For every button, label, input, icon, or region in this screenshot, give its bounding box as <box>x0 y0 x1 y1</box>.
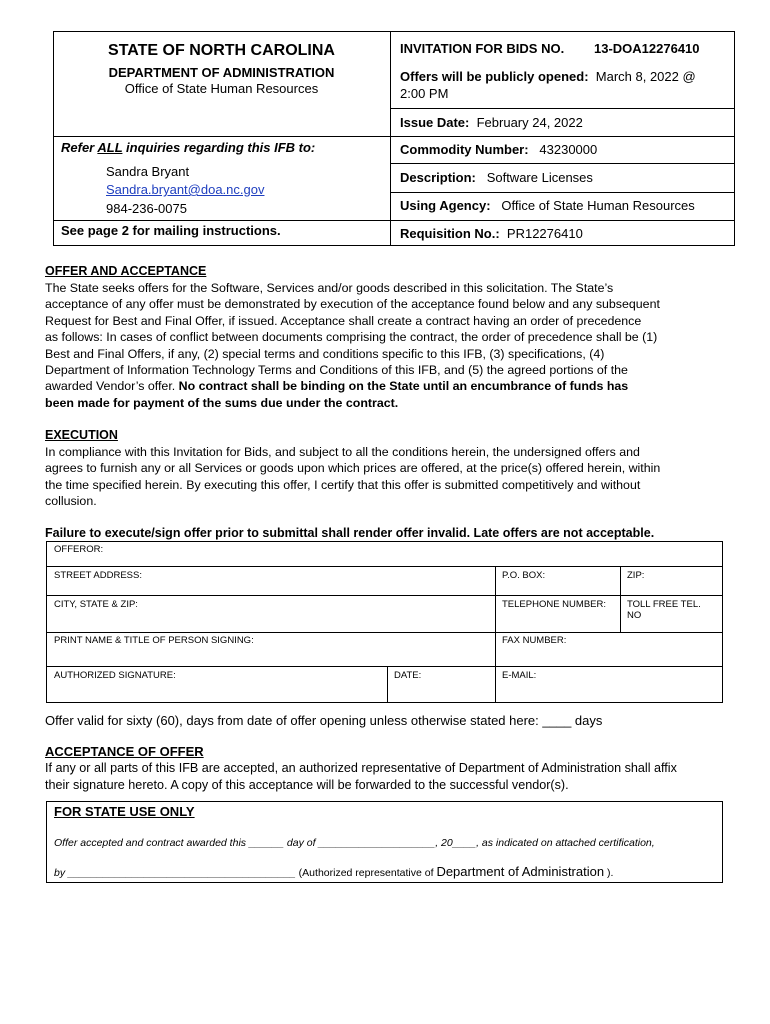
mailing-note: See page 2 for mailing instructions. <box>61 223 281 238</box>
execution-line: In compliance with this Invitation for Bids, and subject to all the conditions herein, the undersigned offers and <box>45 445 640 459</box>
email-field[interactable]: E-MAIL: <box>502 670 537 681</box>
inquiries-label: Refer ALL inquiries regarding this IFB to: <box>61 140 316 155</box>
state-title: STATE OF NORTH CAROLINA <box>108 42 335 59</box>
offer-line: Best and Final Offers, if any, (2) special terms and conditions specific to this IFB, (3) specifications, (4) <box>45 346 605 361</box>
state-use-signature-line: by _______________________________________ (Authorized representative of Department of Administration ). <box>54 864 614 879</box>
offeror-field[interactable]: OFFEROR: <box>54 544 104 555</box>
print-name-field[interactable]: PRINT NAME & TITLE OF PERSON SIGNING: <box>54 635 254 646</box>
ifb-number: 13-DOA12276410 <box>594 41 700 56</box>
fax-field[interactable]: FAX NUMBER: <box>502 635 567 646</box>
contact-name: Sandra Bryant <box>106 164 190 179</box>
state-use-heading: FOR STATE USE ONLY <box>54 804 195 819</box>
city-state-zip-field[interactable]: CITY, STATE & ZIP: <box>54 599 138 610</box>
form-vrule <box>495 566 496 703</box>
execution-heading: EXECUTION <box>45 428 118 442</box>
offer-line: awarded Vendor’s offer. No contract shall be binding on the State until an encumbrance of funds has <box>45 379 629 394</box>
offers-opened-time: 2:00 PM <box>400 86 449 101</box>
form-rule <box>46 595 723 596</box>
commodity-number: Commodity Number: 43230000 <box>400 142 598 157</box>
header-right-rule-3 <box>390 163 735 164</box>
offer-line: Request for Best and Final Offer, if issued. Acceptance shall create a contract having an order of precedence <box>45 313 642 328</box>
zip-field[interactable]: ZIP: <box>627 570 645 581</box>
header-divider <box>390 31 391 246</box>
department-name: DEPARTMENT OF ADMINISTRATION <box>108 65 335 80</box>
acceptance-line: If any or all parts of this IFB are accepted, an authorized representative of Department of Administration shall affix <box>45 761 677 775</box>
header-right-rule-1 <box>390 108 735 109</box>
execution-line: agrees to furnish any or all Services or goods upon which prices are offered, at the price(s) offered herein, within <box>45 461 661 476</box>
street-address-field[interactable]: STREET ADDRESS: <box>54 570 142 581</box>
issue-date: Issue Date: February 24, 2022 <box>400 115 583 130</box>
date-field[interactable]: DATE: <box>394 670 422 681</box>
offer-line: Department of Information Technology Terms and Conditions of this IFB, and (5) the agreed portions of the <box>45 363 628 378</box>
offer-validity: Offer valid for sixty (60), days from date of offer opening unless otherwise stated here: ____ days <box>45 713 603 728</box>
office-name: Office of State Human Resources <box>124 81 319 96</box>
form-rule <box>46 666 723 667</box>
state-use-award-line: Offer accepted and contract awarded this ______ day of ____________________, 20____, as indicated on attached certification, <box>54 837 655 849</box>
contact-phone: 984-236-0075 <box>106 201 187 216</box>
header-right-rule-2 <box>390 136 735 137</box>
execution-body <box>45 444 727 510</box>
offer-line: acceptance of any offer must be demonstrated by execution of the acceptance found below and any subsequent <box>45 297 660 312</box>
signature-field[interactable]: AUTHORIZED SIGNATURE: <box>54 670 176 681</box>
ifb-label: INVITATION FOR BIDS NO. <box>400 41 565 56</box>
offer-line: as follows: In cases of conflict between documents comprising the contract, the order of precedence shall be (1) <box>45 330 658 345</box>
offer-line: The State seeks offers for the Software, Services and/or goods described in this solicitation. The State’s <box>45 281 614 295</box>
form-rule <box>46 566 723 567</box>
acceptance-heading: ACCEPTANCE OF OFFER <box>45 744 204 759</box>
execution-line: the time specified herein. By executing this offer, I certify that this offer is submitted competitively and without <box>45 477 641 492</box>
offer-acceptance-heading: OFFER AND ACCEPTANCE <box>45 264 207 278</box>
telephone-field[interactable]: TELEPHONE NUMBER: <box>502 599 606 610</box>
header-left-rule-2 <box>53 220 390 221</box>
form-vrule <box>620 566 621 632</box>
header-right-rule-5 <box>390 220 735 221</box>
header-right-rule-4 <box>390 192 735 193</box>
offer-acceptance-body <box>45 280 727 411</box>
offers-opened: Offers will be publicly opened: March 8, 2022 @ <box>400 69 696 84</box>
form-vrule <box>387 666 388 703</box>
execution-warning: Failure to execute/sign offer prior to submittal shall render offer invalid. Late offers are not acceptable. <box>45 526 655 540</box>
execution-line: collusion. <box>45 494 97 509</box>
description: Description: Software Licenses <box>400 170 593 185</box>
acceptance-line: their signature hereto. A copy of this acceptance will be forwarded to the successful vendor(s). <box>45 778 569 792</box>
po-box-field[interactable]: P.O. BOX: <box>502 570 546 581</box>
toll-free-field[interactable]: TOLL FREE TEL. NO <box>627 599 701 621</box>
form-rule <box>46 632 723 633</box>
header-left-rule <box>53 136 390 137</box>
using-agency: Using Agency: Office of State Human Resources <box>400 198 695 213</box>
contact-email-link[interactable]: Sandra.bryant@doa.nc.gov <box>106 182 265 197</box>
offer-line: been made for payment of the sums due under the contract. <box>45 395 399 410</box>
requisition-number: Requisition No.: PR12276410 <box>400 226 583 241</box>
